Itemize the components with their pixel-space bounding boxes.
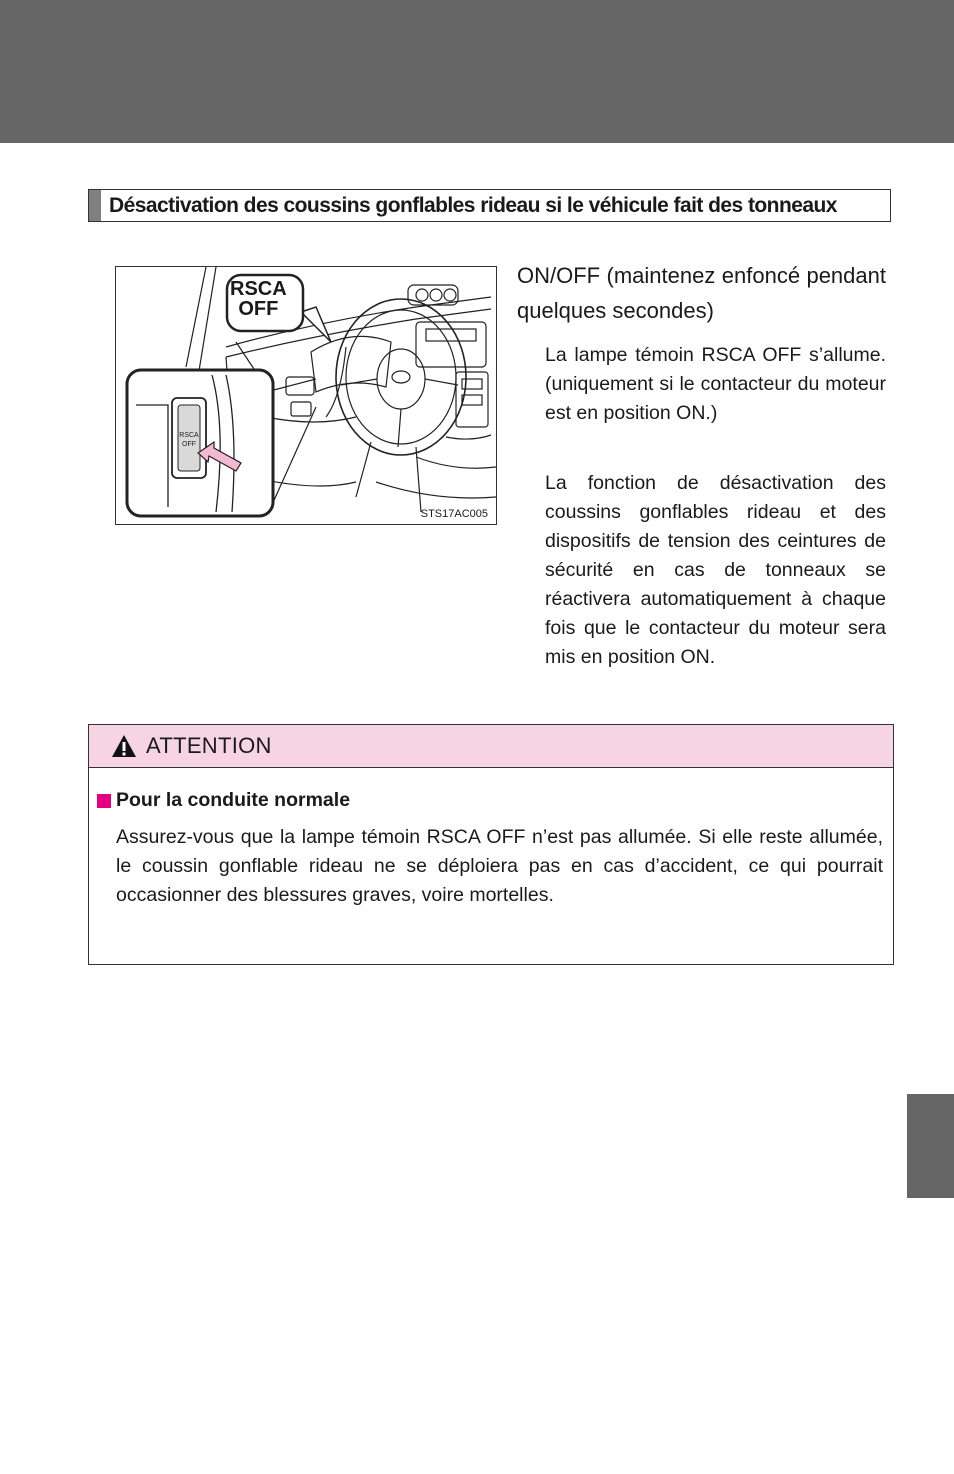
section-heading-text: Désactivation des coussins gonflables rideau si le véhicule fait des tonneaux (109, 193, 837, 217)
attention-title: ATTENTION (146, 733, 272, 758)
heading-marker (89, 190, 101, 221)
warning-triangle-icon (111, 734, 137, 758)
section-heading (88, 189, 891, 222)
switch-label-text: RSCA (179, 432, 199, 439)
dashboard-illustration (115, 266, 497, 525)
attention-text: Assurez-vous que la lampe témoin RSCA OFF n’est pas allumée. Si elle reste allumée, le coussin gonflable rideau ne se déploiera pas en cas d’accident, ce qui pourrait occasionner des blessures graves, voire mortelles. (116, 826, 883, 906)
chapter-tab (907, 1094, 954, 1198)
indicator-note: La lampe témoin RSCA OFF s’allume. (uniquement si le contacteur du moteur est en position ON.) (545, 344, 886, 424)
figure-code: STS17AC005 (420, 508, 488, 520)
step-instruction: ON/OFF (maintenez enfoncé pendant quelques secondes) (517, 263, 886, 323)
dashboard-drawing (116, 267, 496, 524)
attention-box (88, 724, 894, 965)
attention-header (89, 725, 893, 768)
rsca-off-callout: RSCA OFF (230, 278, 287, 320)
svg-text:OFF: OFF (182, 441, 196, 448)
attention-subheading: Pour la conduite normale (97, 789, 350, 812)
bullet-square-icon (97, 794, 111, 808)
header-band (0, 0, 954, 143)
reactivation-note: La fonction de désactivation des coussins gonflables rideau et des dispositifs de tension des ceintures de sécurité en cas de tonneaux se réactivera automatiquement à chaque fois que le contacteur du moteur sera mis en position ON. (545, 472, 886, 668)
